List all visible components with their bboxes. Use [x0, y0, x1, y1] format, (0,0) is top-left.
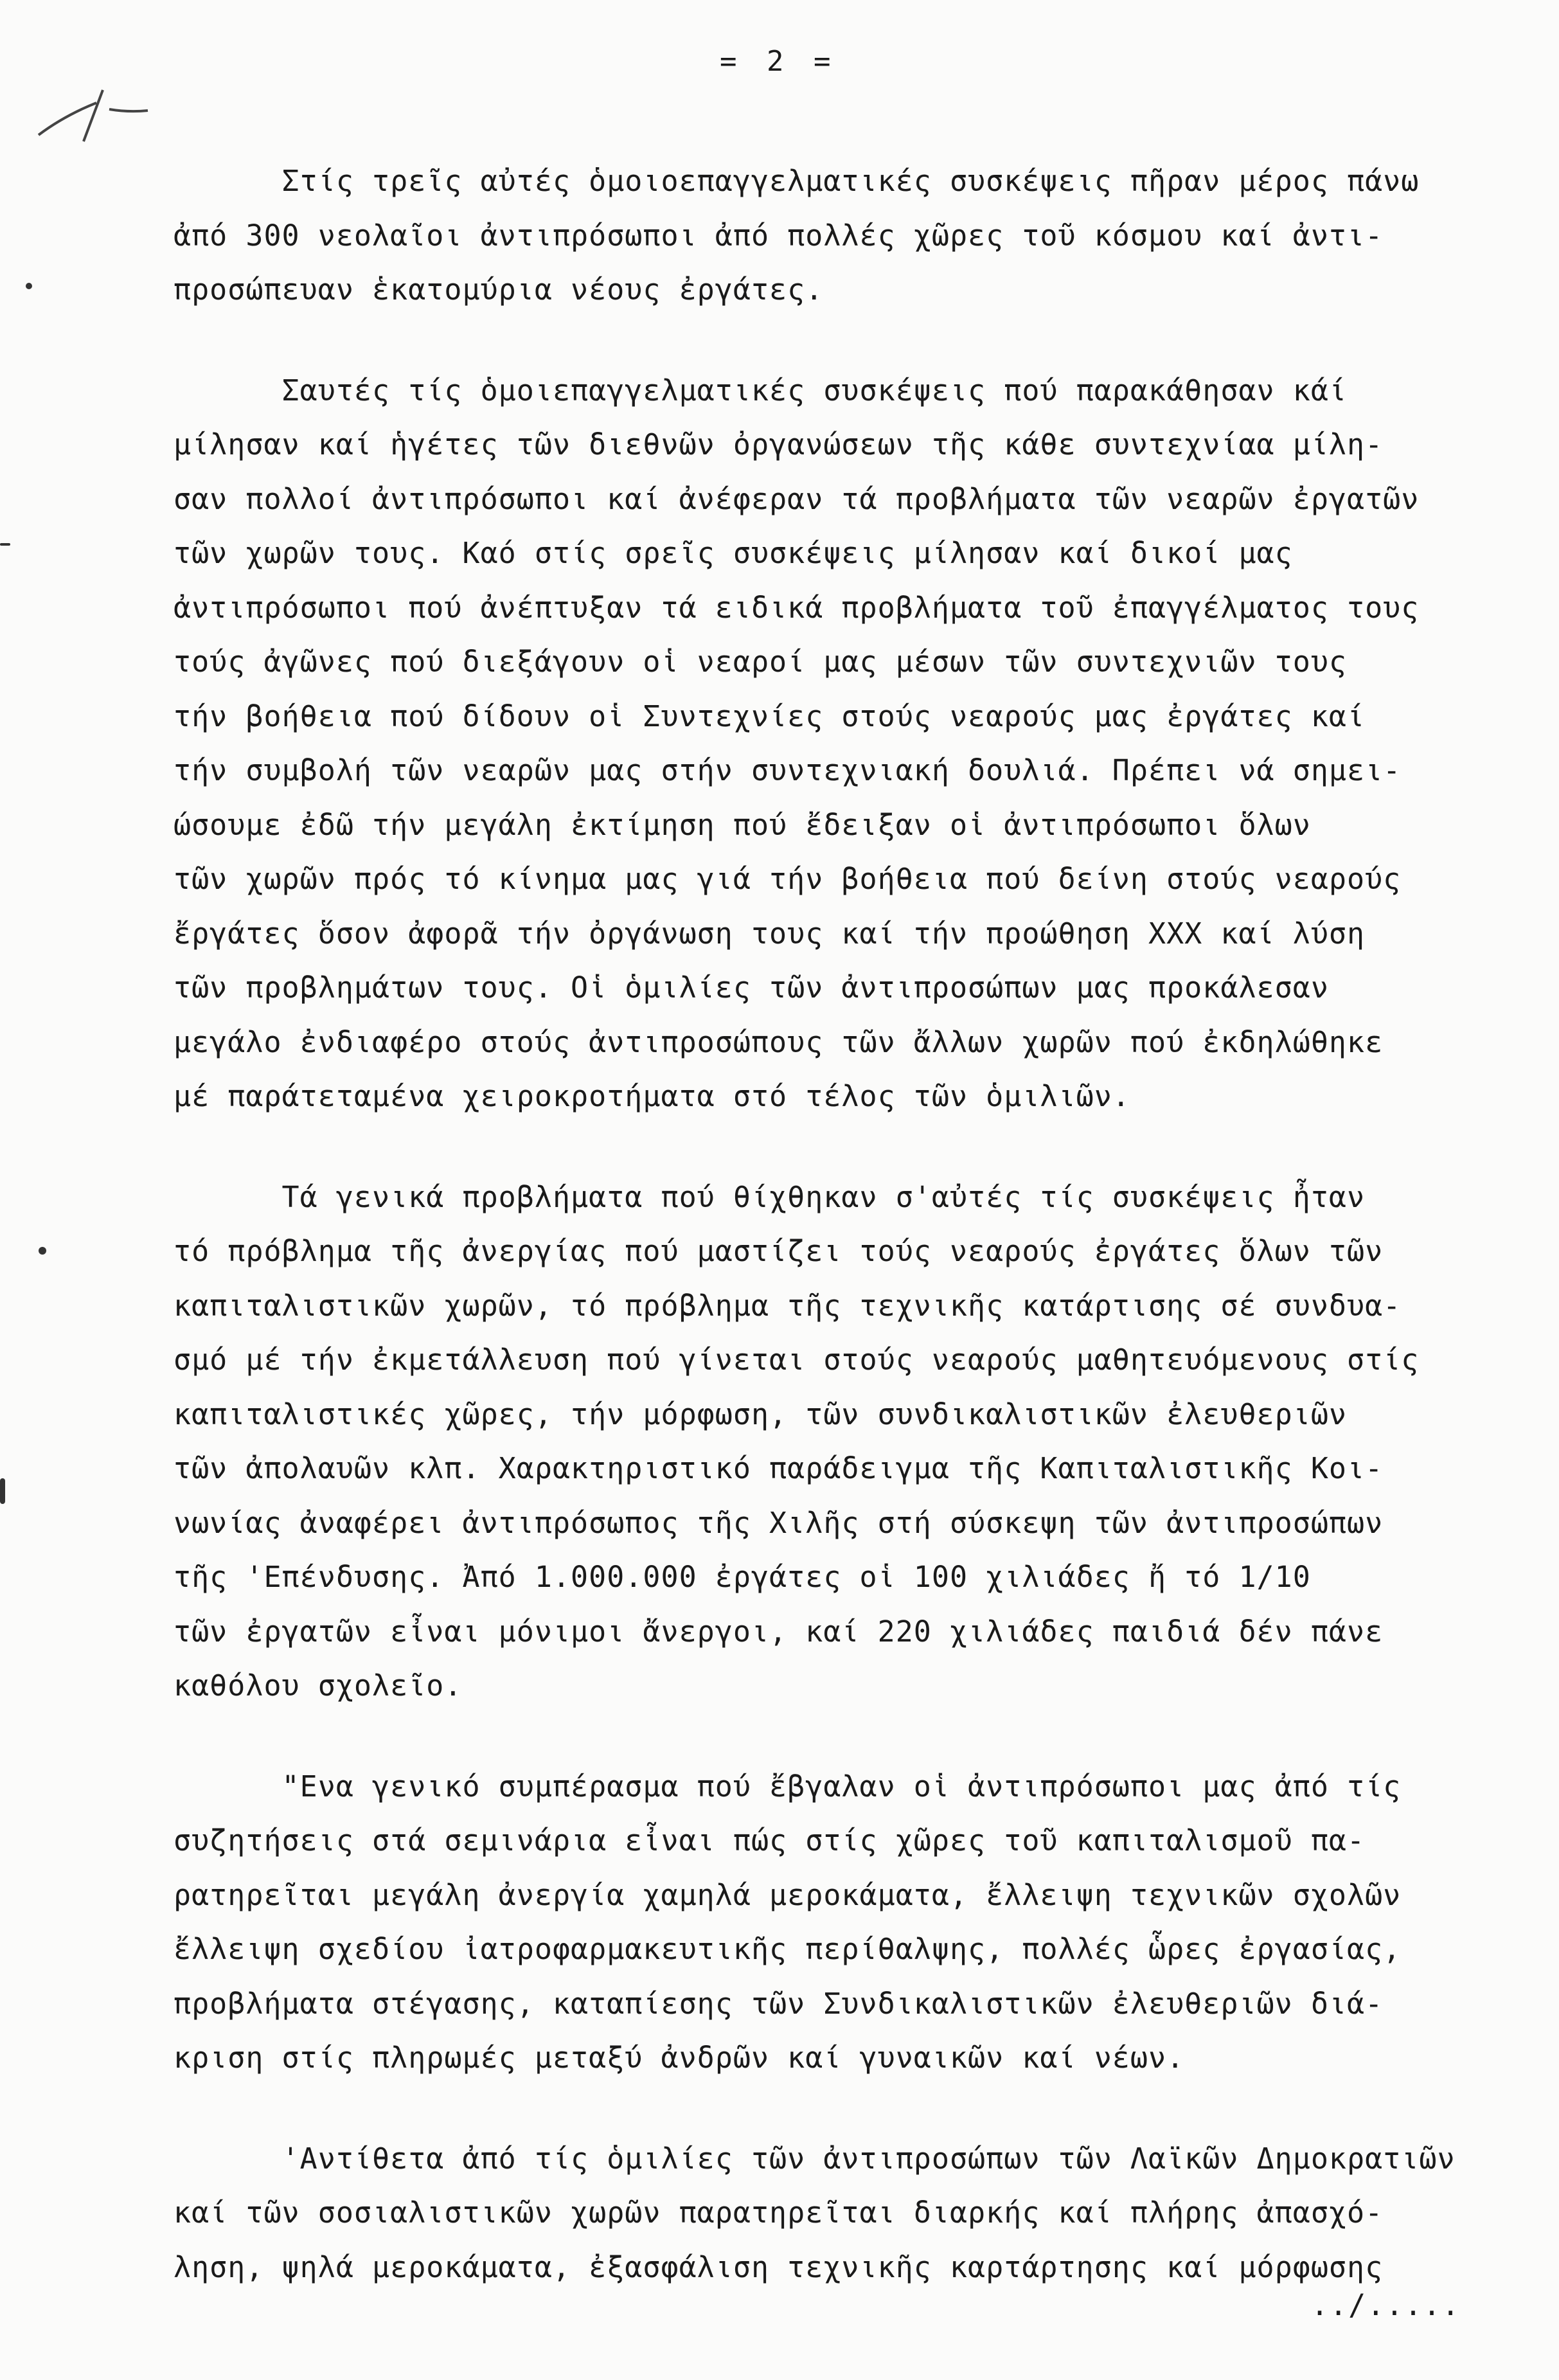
text-line: καί τῶν σοσιαλιστικῶν χωρῶν παρατηρεῖται διαρκής καί πλήρης ἀπασχό- — [174, 2196, 1384, 2230]
margin-dot — [0, 543, 10, 546]
text-line: μέ παράτεταμένα χειροκροτήματα στό τέλος τῶν ὁμιλιῶν. — [174, 1079, 1130, 1113]
paragraph-1 — [174, 154, 1523, 318]
text-line: τῶν ἀπολαυῶν κλπ. Χαρακτηριστικό παράδειγμα τῆς Καπιταλιστικῆς Κοι- — [174, 1451, 1384, 1485]
text-line: 'Αντίθετα ἀπό τίς ὁμιλίες τῶν ἀντιπροσώπων τῶν Λαϊκῶν Δημοκρατιῶν — [174, 2141, 1456, 2176]
text-line: ἔργάτες ὅσον ἀφορᾶ τήν ὀργάνωση τους καί τήν προώθηση ΧΧΧ καί λύση — [174, 916, 1366, 951]
text-line: τῶν χωρῶν πρός τό κίνημα μας γιά τήν βοήθεια πού δείνη στούς νεαρούς — [174, 862, 1402, 896]
text-line: Σαυτές τίς ὁμοιεπαγγελματικές συσκέψεις πού παρακάθησαν κάί — [174, 373, 1347, 407]
text-line: Τά γενικά προβλήματα πού θίχθηκαν σ'αὐτές τίς συσκέψεις ἦταν — [174, 1179, 1366, 1214]
paragraph-3 — [174, 1170, 1523, 1713]
text-line: ρατηρεῖται μεγάλη ἀνεργία χαμηλά μεροκάματα, ἔλλειψη τεχνικῶν σχολῶν — [174, 1877, 1402, 1912]
text-line: τήν βοήθεια πού δίδουν οἱ Συντεχνίες στούς νεαρούς μας ἐργάτες καί — [174, 699, 1366, 733]
text-line: προβλήματα στέγασης, καταπίεσης τῶν Συνδικαλιστικῶν ἐλευθεριῶν διά- — [174, 1986, 1384, 2021]
body-text — [174, 154, 1523, 2295]
text-line: μίλησαν καί ἡγέτες τῶν διεθνῶν ὀργανώσεων τῆς κάθε συντεχνίαα μίλη- — [174, 427, 1384, 461]
text-line: καπιταλιστικῶν χωρῶν, τό πρόβλημα τῆς τεχνικῆς κατάρτισης σέ συνδυα- — [174, 1288, 1402, 1323]
text-line: ληση, ψηλά μεροκάματα, ἐξασφάλιση τεχνικῆς καρτάρτησης καί μόρφωσης — [174, 2250, 1384, 2284]
text-line: καθόλου σχολεῖο. — [174, 1669, 463, 1703]
text-line: σαν πολλοί ἀντιπρόσωποι καί ἀνέφεραν τά προβλήματα τῶν νεαρῶν ἐργατῶν — [174, 481, 1420, 516]
text-line: τῶν ἐργατῶν εἶναι μόνιμοι ἄνεργοι, καί 220 χιλιάδες παιδιά δέν πάνε — [174, 1614, 1384, 1649]
text-line: προσώπευαν ἑκατομύρια νέους ἐργάτες. — [174, 273, 824, 307]
paragraph-5 — [174, 2132, 1523, 2295]
text-line: κριση στίς πληρωμές μεταξύ ἀνδρῶν καί γυναικῶν καί νέων. — [174, 2041, 1185, 2075]
text-line: καπιταλιστικές χῶρες, τήν μόρφωση, τῶν συνδικαλιστικῶν ἐλευθεριῶν — [174, 1397, 1347, 1431]
text-line: ἀντιπρόσωποι πού ἀνέπτυξαν τά ειδικά προβλήματα τοῦ ἐπαγγέλματος τους — [174, 590, 1420, 625]
text-line: τήν συμβολή τῶν νεαρῶν μας στήν συντεχνιακή δουλιά. Πρέπει νά σημει- — [174, 753, 1402, 787]
text-line: μεγάλο ἐνδιαφέρο στούς ἀντιπροσώπους τῶν ἄλλων χωρῶν πού ἐκδηλώθηκε — [174, 1024, 1384, 1059]
margin-dot — [0, 1478, 5, 1504]
paragraph-2 — [174, 364, 1523, 1124]
text-line: "Ενα γενικό συμπέρασμα πού ἔβγαλαν οἱ ἀντιπρόσωποι μας ἀπό τίς — [174, 1769, 1402, 1803]
text-line: τῶν προβλημάτων τους. Οἱ ὁμιλίες τῶν ἀντιπροσώπων μας προκάλεσαν — [174, 971, 1329, 1005]
text-line: συζητήσεις στά σεμινάρια εἶναι πώς στίς χῶρες τοῦ καπιταλισμοῦ πα- — [174, 1823, 1366, 1857]
text-line: τούς ἀγῶνες πού διεξάγουν οἱ νεαροί μας μέσων τῶν συντεχνιῶν τους — [174, 645, 1347, 679]
text-line: τό πρόβλημα τῆς ἀνεργίας πού μαστίζει τούς νεαρούς ἐργάτες ὅλων τῶν — [174, 1234, 1384, 1268]
text-line: σμό μέ τήν ἐκμετάλλευση πού γίνεται στούς νεαρούς μαθητευόμενους στίς — [174, 1343, 1420, 1377]
page-number: = 2 = — [720, 45, 837, 78]
text-line: νωνίας ἀναφέρει ἀντιπρόσωπος τῆς Χιλῆς στή σύσκεψη τῶν ἀντιπροσώπων — [174, 1505, 1384, 1540]
margin-scribble-icon — [26, 64, 154, 161]
margin-dot — [39, 1247, 46, 1255]
text-line: τῶν χωρῶν τους. Καό στίς σρεῖς συσκέψεις μίλησαν καί δικοί μας — [174, 536, 1293, 570]
text-line: Στίς τρεῖς αὐτές ὁμοιοεπαγγελματικές συσκέψεις πῆραν μέρος πάνω — [174, 164, 1420, 198]
text-line: ἀπό 300 νεολαῖοι ἀντιπρόσωποι ἀπό πολλές χῶρες τοῦ κόσμου καί ἀντι- — [174, 218, 1384, 253]
text-line: ώσουμε ἐδῶ τήν μεγάλη ἐκτίμηση πού ἔδειξαν οἱ ἀντιπρόσωποι ὅλων — [174, 807, 1311, 842]
continuation-mark: ../..... — [1311, 2288, 1461, 2322]
margin-dot — [26, 283, 32, 289]
text-line: ἔλλειψη σχεδίου ἰατροφαρμακευτικῆς περίθαλψης, πολλές ὧρες ἐργασίας, — [174, 1932, 1402, 1966]
text-line: τῆς 'Επένδυσης. Ἀπό 1.000.000 ἐργάτες οἱ 100 χιλιάδες ἤ τό 1/10 — [174, 1560, 1311, 1594]
paragraph-4 — [174, 1760, 1523, 2086]
